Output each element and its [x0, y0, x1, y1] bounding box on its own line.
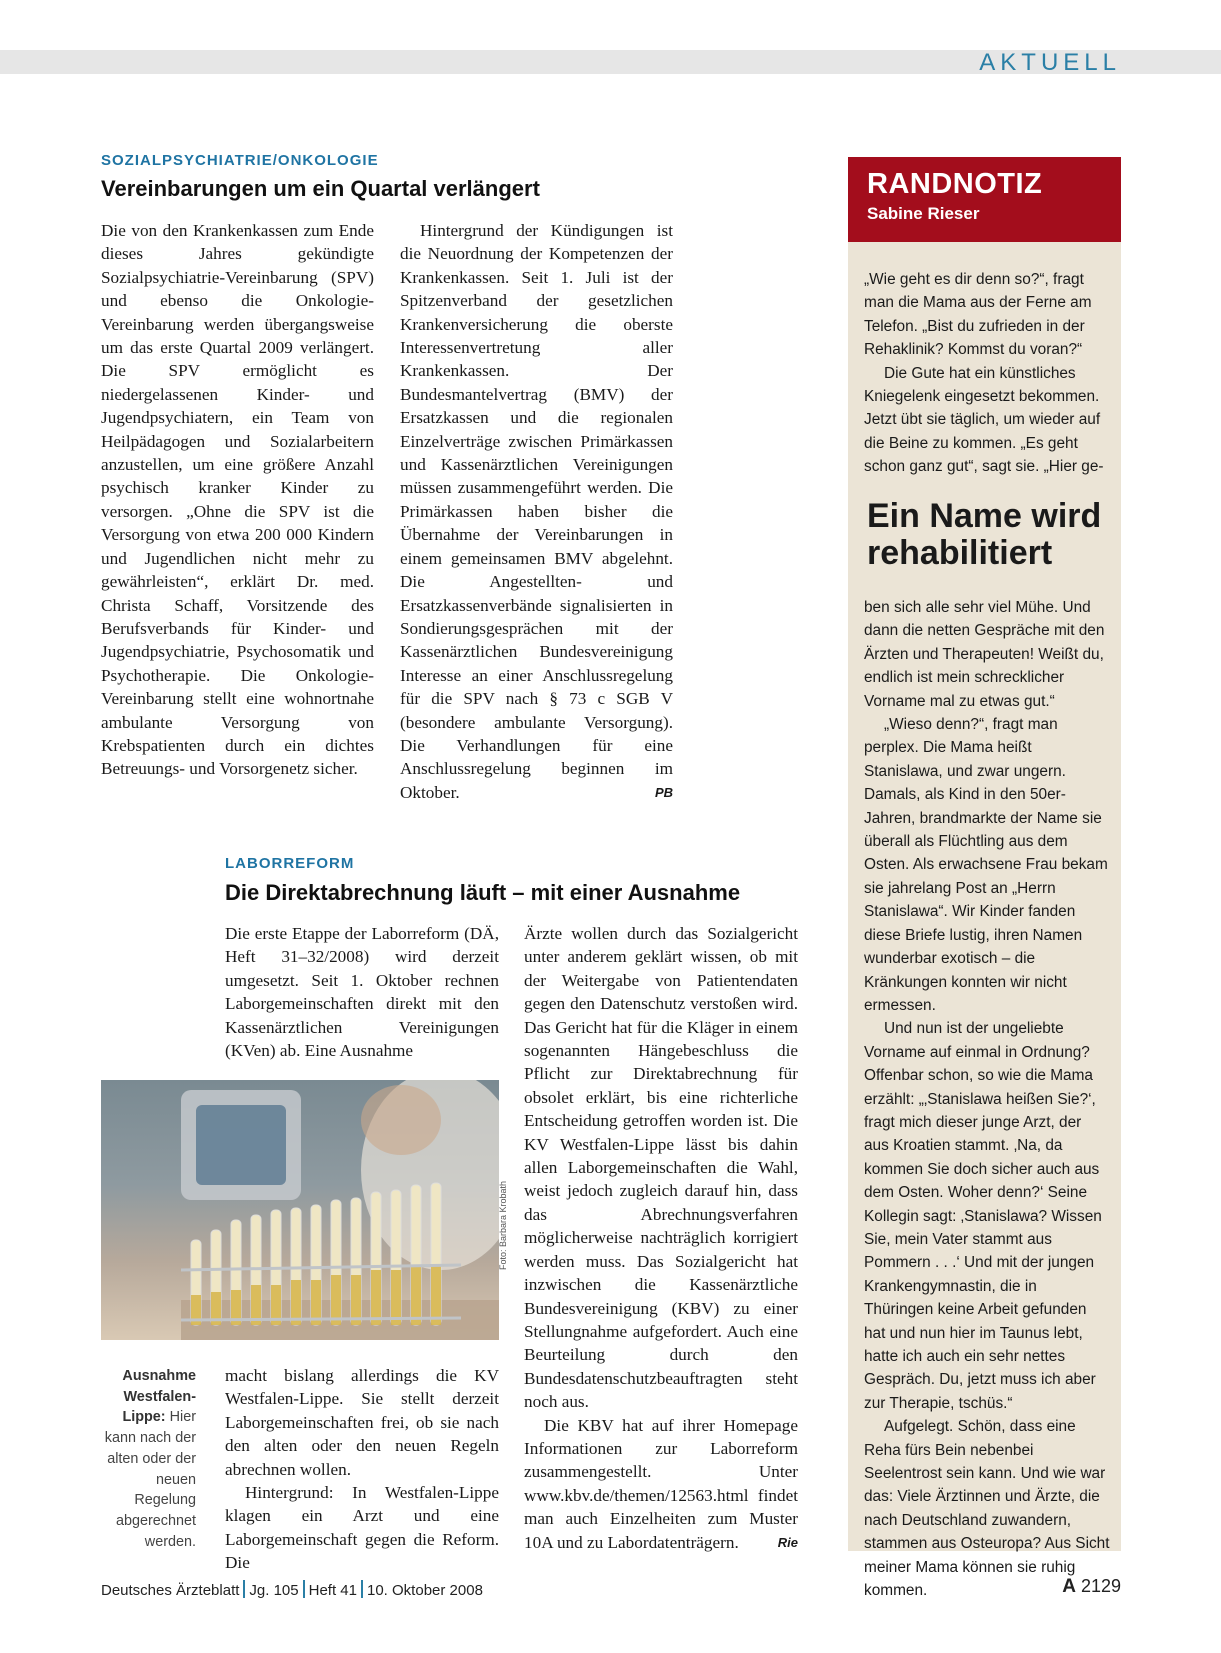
article2-col1-top-text: Die erste Etappe der Laborreform (DÄ, Heft 31–32/2008) wird derzeit umgesetzt. Seit 1. Oktober rechnen Laborgemeinschaften direkt mit den Kassenärztlichen Vereinigungen (KVen) ab. Eine Ausnahme	[225, 924, 499, 1061]
article2-col1-top	[225, 922, 499, 1062]
article2-col1-bottom	[225, 1364, 499, 1575]
footer-date: 10. Oktober 2008	[367, 1582, 483, 1599]
article1-signature: PB	[654, 784, 673, 800]
randnotiz-intro	[864, 268, 1110, 479]
article1-title: Vereinbarungen um ein Quartal verlängert	[101, 176, 540, 201]
randnotiz-p2: „Wieso denn?“, fragt man perplex. Die Mama heißt Stanislawa, und zwar ungern. Damals, als Kind in den 50er-Jahren, brandmarkte der Name sie überall als Flüchtling aus dem Osten. Als erwachsene Frau bekam sie jahrelang Post an „Herrn Stanislawa“. Wir Kinder fanden diese Briefe lustig, ihren Namen wunderbar exotisch – die Kränkungen konnten wir nicht ermessen.	[864, 716, 1108, 1014]
randnotiz-p4: Aufgelegt. Schön, dass eine Reha fürs Bein nebenbei Seelentrost sein kann. Und wie war das: Viele Ärztinnen und Ärzte, die nach Deutschland zuwandern, stammen aus Osteuropa? Aus Sicht meiner Mama können sie ruhig kommen.	[864, 1418, 1110, 1600]
footer-separator	[303, 1580, 305, 1598]
article2-signature: Rie	[777, 1534, 798, 1550]
photo-credit: Foto: Barbara Krobath	[498, 1180, 508, 1270]
page-number	[1062, 1576, 1121, 1598]
article1-col1	[101, 219, 374, 781]
randnotiz-intro-p1: „Wie geht es dir denn so?“, fragt man die Mama aus der Ferne am Telefon. „Bist du zufrieden in der Rehaklinik? Kommst du voran?“	[864, 271, 1092, 359]
caption-bold: Ausnahme Westfalen-Lippe:	[122, 1368, 196, 1426]
article1-col2-text: Hintergrund der Kündigungen ist die Neuordnung der Kompetenzen der Krankenkassen. Seit 1. Juli ist der Spitzenverband der gesetzlichen Krankenversicherung die oberste Interessenvertretung aller Krankenkassen. Der Bundesmantelvertrag (BMV) der Ersatzkassen und die regionalen Einzelverträge zwischen Primärkassen und Kassenärztlichen Vereinigungen müssen zusammengeführt werden. Die Primärkassen haben bisher die Übernahme der Vereinbarungen in einem gemeinsamen BMV abgelehnt. Die Angestellten- und Ersatzkassenverbände signalisierten in Sondierungsgesprächen mit der Kassenärztlichen Bundesvereinigung Interesse an einer Anschlussregelung für die SPV nach § 73 c SGB V (besondere ambulante Versorgung). Die Verhandlungen für eine Anschlussregelung beginnen im Oktober. PB	[400, 219, 673, 804]
randnotiz-intro-p2: Die Gute hat ein künstliches Kniegelenk eingesetzt bekommen. Jetzt übt sie täglich, um wieder auf die Beine zu kommen. „Es geht schon ganz gut“, sagt sie. „Hier ge-	[864, 364, 1104, 476]
lab-photo	[101, 1080, 499, 1340]
article2-col2	[524, 922, 798, 1554]
footer-issue: Heft 41	[308, 1582, 357, 1599]
article2-kicker: LABORREFORM	[225, 855, 355, 872]
footer-citation	[101, 1580, 483, 1599]
footer-journal: Deutsches Ärzteblatt	[101, 1582, 240, 1599]
randnotiz-headline: Ein Name wird rehabilitiert	[867, 497, 1102, 572]
article1-col2	[400, 219, 673, 804]
randnotiz-body	[864, 596, 1110, 1602]
randnotiz-p1: ben sich alle sehr viel Mühe. Und dann die netten Gespräche mit den Ärzten und Therapeuten! Weißt du, endlich ist mein schrecklicher Vorname mal zu etwas gut.“	[864, 599, 1105, 710]
article2-col2-p1: Ärzte wollen durch das Sozialgericht unter anderem geklärt wissen, ob mit der Weitergabe von Patientendaten gegen den Datenschutz verstoßen wird. Das Gericht hat für die Kläger in einem sogenannten Hängebeschluss die Pflicht zur Direktabrechnung für obsolet erklärt, bis eine richterliche Entscheidung getroffen worden ist. Die KV Westfalen-Lippe lässt bis dahin allen Laborgemeinschaften die Wahl, weist jedoch zugleich darauf hin, dass das Abrechnungsverfahren möglicherweise nachträglich korrigiert werden muss. Das Sozialgericht hat inzwischen die Kassenärztliche Bundesvereinigung (KBV) zu einer Stellungnahme aufgefordert. Auch eine Beurteilung durch den Bundesdatenschutzbeauftragten steht noch aus.	[524, 924, 798, 1412]
article2-col1-bottom-p2: Hintergrund: In Westfalen-Lippe klagen ein Arzt und eine Laborgemeinschaft gegen die Reform. Die	[225, 1483, 499, 1573]
footer-volume: Jg. 105	[249, 1582, 299, 1599]
article1-kicker: SOZIALPSYCHIATRIE/ONKOLOGIE	[101, 152, 379, 169]
page-prefix: A	[1062, 1576, 1076, 1597]
randnotiz-p3: Und nun ist der ungeliebte Vorname auf einmal in Ordnung? Offenbar schon, so wie die Mama erzählt: „‚Stanislawa heißen Sie?‘, fragt mich dieser junge Arzt, der aus Kroatien stammt. ‚Na, da kommen Sie doch sicher auch aus dem Osten. Woher denn?‘ Seine Kollegin sagt: ‚Stanislawa? Wissen Sie, mein Vater stammt aus Pommern . . .‘ Und mit der jungen Krankengymnastin, die in Thüringen keine Arbeit gefunden hat und nun hier im Taunus lebt, hatte ich auch ein sehr nettes Gespräch. Du, jetzt muss ich aber zur Therapie, tschüs.“	[864, 1020, 1102, 1412]
footer-separator	[361, 1580, 363, 1598]
photo-caption	[100, 1366, 196, 1552]
lab-test-tubes-image	[101, 1080, 499, 1340]
article1-col1-text: Die von den Krankenkassen zum Ende dieses Jahres gekündigte Sozialpsychiatrie-Vereinbarung (SPV) und ebenso die Onkologie-Vereinbarung werden übergangsweise um das erste Quartal 2009 verlängert. Die SPV ermöglicht es niedergelassenen Kinder- und Jugendpsychiatern, ein Team von Heilpädagogen und Sozialarbeitern anzustellen, um eine größere Anzahl psychisch kranker Kinder zu versorgen. „Ohne die SPV ist die Versorgung von etwa 200 000 Kindern und Jugendlichen nicht mehr zu gewährleisten“, erklärt Dr. med. Christa Schaff, Vorsitzende des Berufsverbands für Kinder- und Jugendpsychiatrie, Psychosomatik und Psychotherapie. Die Onkologie-Vereinbarung stellt eine wohnortnahe ambulante Versorgung von Krebspatienten durch ein dichtes Betreuungs- und Vorsorgenetz sicher.	[101, 221, 374, 779]
randnotiz-author: Sabine Rieser	[867, 204, 980, 223]
caption-text: Hier kann nach der alten oder der neuen Regelung abgerechnet werden.	[104, 1409, 196, 1550]
footer-separator	[243, 1580, 245, 1598]
article2-title: Die Direktabrechnung läuft – mit einer Ausnahme	[225, 880, 741, 905]
page-number-value: 2129	[1080, 1576, 1121, 1596]
randnotiz-label: RANDNOTIZ	[867, 168, 1043, 200]
article2-col2-p2: Die KBV hat auf ihrer Homepage Informationen zur Laborreform zusammengestellt. Unter www.kbv.de/themen/12563.html findet man auch Einzelheiten zum Muster 10A und zu Labordatenträgern. Rie	[524, 1414, 798, 1554]
section-label: AKTUELL	[979, 49, 1121, 76]
article2-col1-bottom-p1: macht bislang allerdings die KV Westfalen-Lippe. Sie stellt derzeit Laborgemeinschaften frei, ob sie nach den alten oder den neuen Regeln abrechnen wollen.	[225, 1366, 499, 1479]
